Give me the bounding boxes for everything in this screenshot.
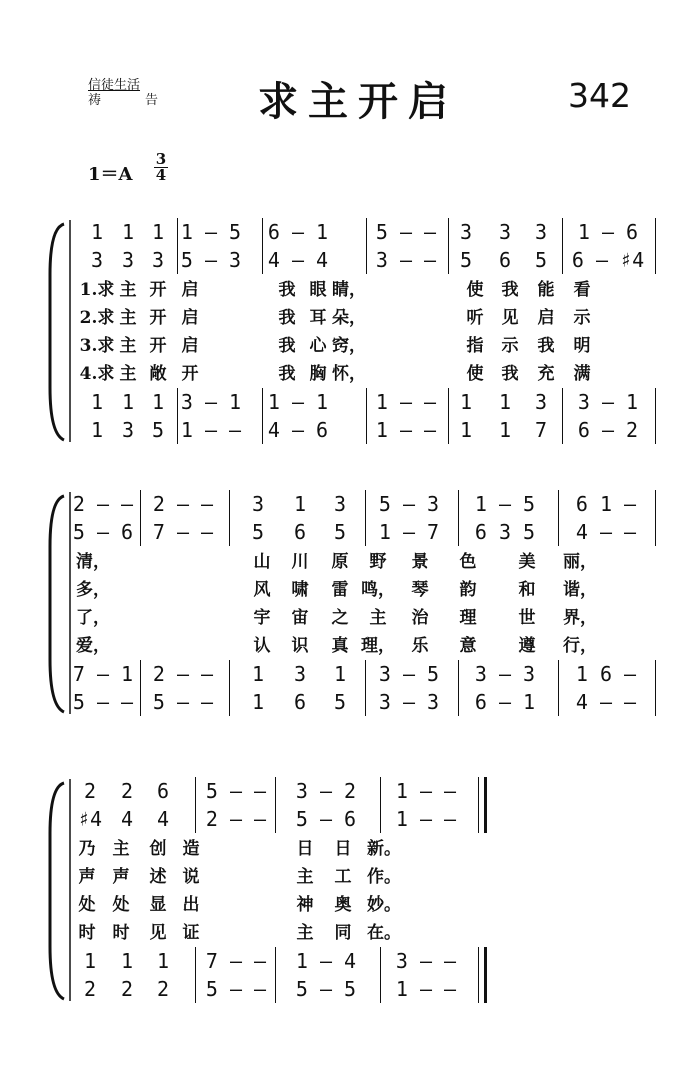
note: 5 <box>459 248 473 272</box>
note: 6 — ♯4 <box>571 248 645 272</box>
lyric-syllable: 山 <box>253 552 271 572</box>
note: 1 <box>90 390 104 414</box>
note-row-3 <box>0 388 700 416</box>
lyric-row-3 <box>0 891 700 919</box>
note: 3 <box>333 492 347 516</box>
note: 6 <box>293 520 307 544</box>
note: 1 <box>498 390 512 414</box>
lyric-syllable: 能 <box>537 280 555 300</box>
bar-line <box>140 660 141 716</box>
note: 5 <box>333 520 347 544</box>
note: 3 — 1 <box>577 390 639 414</box>
note: 3 — — <box>395 949 457 973</box>
note: 2 — — <box>152 492 214 516</box>
note: 3 <box>534 390 548 414</box>
lyric-syllable: 心 <box>309 336 327 356</box>
note: 1 <box>293 492 307 516</box>
lyric-syllable: 眼 <box>309 280 327 300</box>
lyric-syllable: 我 <box>537 336 555 356</box>
note: 6 1 — <box>575 492 637 516</box>
lyric-syllable: 乃 <box>78 839 96 859</box>
lyric-syllable: 主 <box>296 867 314 887</box>
system-2 <box>0 490 700 716</box>
note-row-2 <box>0 805 700 833</box>
note: 3 — 2 <box>295 779 357 803</box>
lyric-syllable: 清， <box>76 552 110 572</box>
note: 5 — — <box>152 690 214 714</box>
bar-line <box>562 388 563 444</box>
lyric-syllable: 启 <box>181 280 199 300</box>
lyric-syllable: 声 <box>112 867 130 887</box>
lyric-syllable: 宙 <box>291 608 309 628</box>
note: 5 — 5 <box>295 977 357 1001</box>
bar-line <box>366 388 367 444</box>
note: 7 — 1 <box>72 662 134 686</box>
lyric-syllable: 作。 <box>367 867 401 887</box>
lyric-syllable: 怀， <box>332 364 366 384</box>
note: 6 — 1 <box>474 690 536 714</box>
note: 1 — — <box>375 390 437 414</box>
note: 6 <box>156 779 170 803</box>
lyric-syllable: 雷 <box>331 580 349 600</box>
bar-line <box>229 490 230 546</box>
lyric-syllable: 神 <box>296 895 314 915</box>
lyric-syllable: 宇 <box>253 608 271 628</box>
note: 3 — 5 <box>378 662 440 686</box>
key-signature: 1＝A <box>88 164 133 185</box>
note: 1 <box>90 418 104 442</box>
lyric-syllable: 治 <box>411 608 429 628</box>
lyric-syllable: 声 <box>78 867 96 887</box>
bar-line <box>365 490 366 546</box>
lyric-row-2 <box>0 863 700 891</box>
note: 6 3 5 <box>474 520 536 544</box>
category-line2-b: 告 <box>144 93 158 108</box>
note: 7 — — <box>205 949 267 973</box>
lyric-syllable: 主 <box>119 364 137 384</box>
note: 3 <box>459 220 473 244</box>
note: 7 <box>534 418 548 442</box>
note-row-1 <box>0 218 700 246</box>
note: 1 <box>90 220 104 244</box>
note: 1 — 1 <box>267 390 329 414</box>
note: 1 — 5 <box>474 492 536 516</box>
bar-line <box>262 388 263 444</box>
lyric-syllable: 琴 <box>411 580 429 600</box>
note: 1 <box>251 690 265 714</box>
note: 5 <box>534 248 548 272</box>
lyric-syllable: 我 <box>278 308 296 328</box>
lyric-syllable: 乐 <box>411 636 429 656</box>
time-signature <box>154 152 168 183</box>
bar-line <box>365 660 366 716</box>
lyric-syllable: 使 <box>466 364 484 384</box>
note: 1 <box>120 949 134 973</box>
bar-line <box>558 490 559 546</box>
note: 3 <box>90 248 104 272</box>
lyric-syllable: 了， <box>76 608 110 628</box>
bar-line <box>458 490 459 546</box>
note: 3 — 3 <box>378 690 440 714</box>
note: 6 — 2 <box>577 418 639 442</box>
note: 5 <box>151 418 165 442</box>
bar-line <box>275 947 276 1003</box>
note: 3 <box>121 248 135 272</box>
bar-line <box>655 218 656 274</box>
lyric-syllable: 多， <box>76 580 110 600</box>
note: 1 <box>459 418 473 442</box>
time-bottom: 4 <box>155 166 167 184</box>
lyric-syllable: 主 <box>119 280 137 300</box>
bar-line <box>448 388 449 444</box>
lyric-syllable: 耳 <box>309 308 327 328</box>
note: 1 <box>156 949 170 973</box>
bar-line <box>458 660 459 716</box>
lyric-syllable: 理， <box>361 636 395 656</box>
note: 2 <box>156 977 170 1001</box>
lyric-syllable: 出 <box>182 895 200 915</box>
lyric-syllable: 识 <box>291 636 309 656</box>
category-line2 <box>88 93 158 108</box>
header-category <box>88 78 158 108</box>
note: 5 <box>333 690 347 714</box>
note: 1 — 5 <box>180 220 242 244</box>
note-row-2 <box>0 518 700 546</box>
lyric-syllable: 日 <box>296 839 314 859</box>
bar-line <box>655 490 656 546</box>
lyric-syllable: 朵， <box>332 308 366 328</box>
lyric-syllable: 开 <box>149 280 167 300</box>
lyric-row-4 <box>0 360 700 388</box>
lyric-syllable: 原 <box>331 552 349 572</box>
note: 3 <box>293 662 307 686</box>
note: 3 <box>121 418 135 442</box>
lyric-syllable: 启 <box>181 336 199 356</box>
note-row-3 <box>0 947 700 975</box>
lyric-syllable: 风 <box>253 580 271 600</box>
lyric-syllable: 开 <box>149 336 167 356</box>
note: 1 <box>151 390 165 414</box>
note: 3 <box>251 492 265 516</box>
lyric-syllable: 和 <box>518 580 536 600</box>
note: 1 <box>151 220 165 244</box>
lyric-syllable: 指 <box>466 336 484 356</box>
lyric-syllable: 意 <box>459 636 477 656</box>
hymn-title: 求主开启 <box>258 78 458 125</box>
note: 2 <box>120 779 134 803</box>
bar-line <box>558 660 559 716</box>
bar-line <box>655 388 656 444</box>
lyric-syllable: 川 <box>291 552 309 572</box>
bar-line <box>380 777 381 833</box>
time-top: 3 <box>155 150 167 168</box>
category-line2-a: 祷 <box>88 93 102 108</box>
note: 4 — — <box>575 690 637 714</box>
lyric-syllable: 色 <box>459 552 477 572</box>
lyric-row-1 <box>0 835 700 863</box>
lyric-syllable: 见 <box>149 923 167 943</box>
lyric-syllable: 理 <box>459 608 477 628</box>
lyric-row-2 <box>0 304 700 332</box>
note: 1 <box>121 220 135 244</box>
note: 1 — — <box>395 977 457 1001</box>
lyric-syllable: 充 <box>537 364 555 384</box>
bar-line <box>448 218 449 274</box>
lyric-syllable: 处 <box>78 895 96 915</box>
lyric-syllable: 2.求 <box>79 308 115 328</box>
note: 1 <box>459 390 473 414</box>
note: 5 — — <box>205 977 267 1001</box>
note: 2 <box>83 977 97 1001</box>
note: 4 <box>156 807 170 831</box>
note-row-4 <box>0 975 700 1003</box>
note: 5 — 3 <box>378 492 440 516</box>
lyric-syllable: 同 <box>334 923 352 943</box>
lyric-syllable: 主 <box>119 308 137 328</box>
bar-line <box>177 218 178 274</box>
lyric-syllable: 鸣， <box>361 580 395 600</box>
lyric-syllable: 示 <box>573 308 591 328</box>
note: 3 — 1 <box>180 390 242 414</box>
note: 1 <box>333 662 347 686</box>
lyric-syllable: 敞 <box>149 364 167 384</box>
lyric-syllable: 我 <box>501 364 519 384</box>
lyric-syllable: 我 <box>278 336 296 356</box>
lyric-syllable: 述 <box>149 867 167 887</box>
lyric-syllable: 时 <box>78 923 96 943</box>
lyric-syllable: 啸 <box>291 580 309 600</box>
lyric-syllable: 处 <box>112 895 130 915</box>
note: 5 — — <box>72 690 134 714</box>
system-3 <box>0 777 700 1003</box>
lyric-syllable: 证 <box>182 923 200 943</box>
lyric-syllable: 主 <box>112 839 130 859</box>
note: 2 — — <box>205 807 267 831</box>
note: 5 <box>251 520 265 544</box>
note: 3 <box>534 220 548 244</box>
note: 1 6 — <box>575 662 637 686</box>
note: 1 — — <box>180 418 242 442</box>
category-line1: 信徒生活 <box>88 78 141 93</box>
bar-line <box>655 660 656 716</box>
note: 6 <box>498 248 512 272</box>
bar-line <box>140 490 141 546</box>
bar-line <box>195 947 196 1003</box>
lyric-row-3 <box>0 332 700 360</box>
note: ♯4 <box>77 807 103 831</box>
lyric-syllable: 明 <box>573 336 591 356</box>
lyric-syllable: 睛， <box>332 280 366 300</box>
note: 1 — 4 <box>295 949 357 973</box>
lyric-syllable: 奥 <box>334 895 352 915</box>
bar-line <box>275 777 276 833</box>
note: 5 — 6 <box>72 520 134 544</box>
note: 3 <box>498 220 512 244</box>
note: 7 — — <box>152 520 214 544</box>
hymn-number: 342 <box>568 76 631 115</box>
lyric-syllable: 胸 <box>309 364 327 384</box>
lyric-row-2 <box>0 576 700 604</box>
note-row-1 <box>0 777 700 805</box>
lyric-syllable: 在。 <box>367 923 401 943</box>
lyric-syllable: 日 <box>334 839 352 859</box>
lyric-syllable: 遵 <box>518 636 536 656</box>
lyric-syllable: 3.求 <box>79 336 115 356</box>
lyric-syllable: 4.求 <box>79 364 115 384</box>
note: 1 — 6 <box>577 220 639 244</box>
bar-line <box>484 947 487 1003</box>
lyric-syllable: 世 <box>518 608 536 628</box>
lyric-row-4 <box>0 632 700 660</box>
lyric-syllable: 启 <box>181 308 199 328</box>
lyric-syllable: 使 <box>466 280 484 300</box>
note: 4 <box>120 807 134 831</box>
note: 6 <box>293 690 307 714</box>
lyric-syllable: 造 <box>182 839 200 859</box>
lyric-syllable: 主 <box>119 336 137 356</box>
note: 5 — 3 <box>180 248 242 272</box>
lyric-row-4 <box>0 919 700 947</box>
lyric-syllable: 启 <box>537 308 555 328</box>
bar-line <box>478 947 479 1003</box>
lyric-syllable: 时 <box>112 923 130 943</box>
bar-line <box>262 218 263 274</box>
lyric-syllable: 谐， <box>563 580 597 600</box>
lyric-syllable: 见 <box>501 308 519 328</box>
note: 1 <box>121 390 135 414</box>
bar-line <box>177 388 178 444</box>
lyric-row-3 <box>0 604 700 632</box>
lyric-syllable: 野 <box>369 552 387 572</box>
note: 5 — — <box>205 779 267 803</box>
note: 2 — — <box>72 492 134 516</box>
lyric-row-1 <box>0 276 700 304</box>
bar-line <box>229 660 230 716</box>
lyric-syllable: 认 <box>253 636 271 656</box>
note: 4 — 4 <box>267 248 329 272</box>
lyric-syllable: 1.求 <box>79 280 115 300</box>
lyric-row-1 <box>0 548 700 576</box>
note: 5 — 6 <box>295 807 357 831</box>
note: 2 <box>120 977 134 1001</box>
lyric-syllable: 丽， <box>563 552 597 572</box>
lyric-syllable: 美 <box>518 552 536 572</box>
note-row-4 <box>0 416 700 444</box>
note: 1 — — <box>375 418 437 442</box>
lyric-syllable: 创 <box>149 839 167 859</box>
lyric-syllable: 韵 <box>459 580 477 600</box>
lyric-syllable: 开 <box>149 308 167 328</box>
note-row-3 <box>0 660 700 688</box>
note: 6 — 1 <box>267 220 329 244</box>
lyric-syllable: 行， <box>563 636 597 656</box>
lyric-syllable: 听 <box>466 308 484 328</box>
bar-line <box>195 777 196 833</box>
note: 2 <box>83 779 97 803</box>
note: 5 — — <box>375 220 437 244</box>
note: 1 <box>498 418 512 442</box>
lyric-syllable: 满 <box>573 364 591 384</box>
lyric-syllable: 窍， <box>332 336 366 356</box>
lyric-syllable: 我 <box>278 364 296 384</box>
note-row-1 <box>0 490 700 518</box>
system-1 <box>0 218 700 444</box>
lyric-syllable: 看 <box>573 280 591 300</box>
note: 1 — — <box>395 779 457 803</box>
note: 3 — — <box>375 248 437 272</box>
lyric-syllable: 新。 <box>367 839 401 859</box>
lyric-syllable: 我 <box>501 280 519 300</box>
bar-line <box>562 218 563 274</box>
note: 1 — — <box>395 807 457 831</box>
lyric-syllable: 显 <box>149 895 167 915</box>
lyric-syllable: 真 <box>331 636 349 656</box>
lyric-syllable: 妙。 <box>367 895 401 915</box>
lyric-syllable: 之 <box>331 608 349 628</box>
lyric-syllable: 我 <box>278 280 296 300</box>
bar-line <box>366 218 367 274</box>
lyric-syllable: 爱， <box>76 636 110 656</box>
lyric-syllable: 开 <box>181 364 199 384</box>
note-row-2 <box>0 246 700 274</box>
lyric-syllable: 说 <box>182 867 200 887</box>
note-row-4 <box>0 688 700 716</box>
note: 4 — — <box>575 520 637 544</box>
lyric-syllable: 景 <box>411 552 429 572</box>
bar-line <box>478 777 479 833</box>
lyric-syllable: 界， <box>563 608 597 628</box>
note: 1 <box>251 662 265 686</box>
lyric-syllable: 工 <box>334 867 352 887</box>
note: 1 <box>83 949 97 973</box>
note: 3 — 3 <box>474 662 536 686</box>
note: 2 — — <box>152 662 214 686</box>
bar-line <box>380 947 381 1003</box>
lyric-syllable: 主 <box>369 608 387 628</box>
note: 4 — 6 <box>267 418 329 442</box>
note: 1 — 7 <box>378 520 440 544</box>
bar-line <box>484 777 487 833</box>
note: 3 <box>151 248 165 272</box>
lyric-syllable: 主 <box>296 923 314 943</box>
lyric-syllable: 示 <box>501 336 519 356</box>
